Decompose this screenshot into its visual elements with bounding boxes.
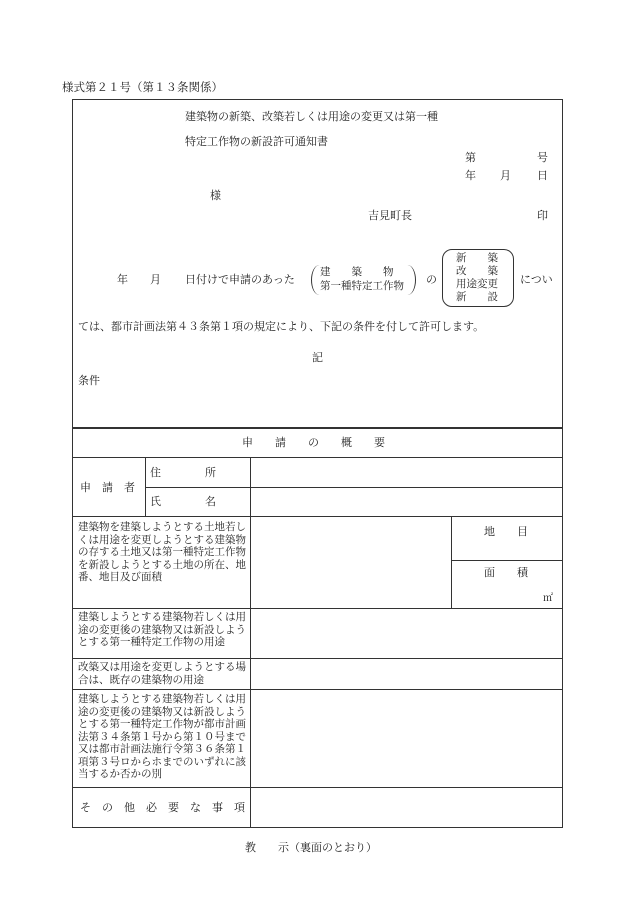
table-rule — [72, 516, 563, 517]
option-structure: 第一種特定工作物 — [320, 280, 404, 292]
form-number-label: 様式第２１号（第１３条関係） — [62, 80, 223, 94]
body-applied-on: 日付けで申請のあった — [185, 273, 295, 286]
unit-square-meter: ㎡ — [543, 593, 553, 604]
applicant-label: 申 請 者 — [80, 481, 135, 494]
summary-title: 申 請 の 概 要 — [242, 436, 385, 449]
body-month: 月 — [150, 273, 161, 286]
title-line-2: 特定工作物の新設許可通知書 — [185, 135, 328, 148]
table-rule — [72, 689, 563, 690]
issuer-name: 吉見町長 — [368, 209, 412, 222]
existing-use-label: 改築又は用途を変更しようとする場合は、既存の建築物の用途 — [78, 661, 246, 686]
body-year: 年 — [117, 273, 128, 286]
instruction-footer: 教 示（裏面のとおり） — [245, 841, 377, 854]
chimoku-label: 地 目 — [484, 525, 528, 538]
applicability-label: 建築しようとする建築物若しくは用途の変更後の建築物又は新設しようとする第一種特定工作物が都市計画法第３４条第１号から第１０号まで又は都市計画法施行令第３６条第１項第３号ロからホまでのいずれに該当するか否かの別 — [78, 693, 246, 780]
date-month: 月 — [500, 169, 511, 182]
body-nitsui: につい — [520, 273, 553, 286]
table-rule — [451, 560, 563, 561]
building-use-label: 建築しようとする建築物若しくは用途の変更後の建築物又は新設しようとする第一種特定工作物の用途 — [78, 611, 246, 648]
address-label: 住 所 — [150, 466, 216, 479]
table-rule — [451, 516, 452, 608]
table-rule — [72, 608, 563, 609]
date-year: 年 — [465, 169, 476, 182]
name-label: 氏 名 — [150, 495, 216, 508]
section-divider — [72, 427, 563, 429]
menseki-label: 面 積 — [484, 566, 528, 579]
option-new-install: 新 設 — [456, 291, 498, 303]
ki-mark: 記 — [312, 351, 323, 364]
option-change-use: 用途変更 — [456, 278, 498, 290]
option-new-build: 新 築 — [456, 252, 498, 264]
number-go: 号 — [537, 151, 548, 164]
table-rule — [250, 457, 251, 828]
seal-mark: 印 — [537, 209, 548, 222]
date-day: 日 — [537, 169, 548, 182]
body-line-2: ては、都市計画法第４３条第１項の規定により、下記の条件を付して許可します。 — [78, 320, 485, 333]
table-rule — [145, 457, 146, 516]
addressee-honorific: 様 — [210, 189, 221, 202]
number-dai: 第 — [465, 151, 476, 164]
body-no: の — [426, 273, 437, 286]
option-rebuild: 改 築 — [456, 265, 498, 277]
table-rule — [72, 658, 563, 659]
table-rule — [72, 787, 563, 788]
conditions-label: 条件 — [78, 374, 100, 387]
title-line-1: 建築物の新築、改築若しくは用途の変更又は第一種 — [185, 110, 438, 123]
other-items-label: そ の 他 必 要 な 事 項 — [80, 801, 245, 814]
table-rule — [145, 487, 563, 488]
option-building: 建 築 物 — [320, 266, 394, 278]
land-location-label: 建築物を建築しようとする土地若しくは用途を変更しようとする建築物の存する土地又は第一種特定工作物を新設しようとする土地の所在、地番、地目及び面積 — [78, 521, 246, 583]
